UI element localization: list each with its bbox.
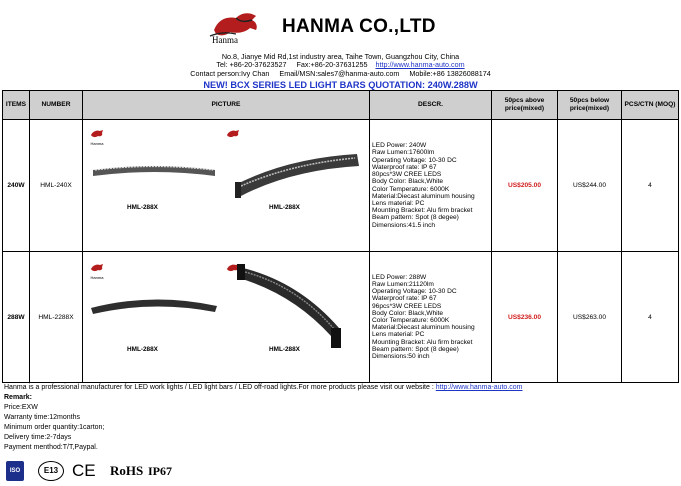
horse-icon <box>89 262 105 274</box>
iso-icon: ISO <box>6 461 24 481</box>
desc-line: Raw Lumen:21120lm <box>372 280 434 288</box>
desc-line: Operating Voltage: 10-30 DC <box>372 156 457 164</box>
company-intro <box>4 383 523 392</box>
light-bar-image <box>229 258 364 358</box>
price-below-cell: US$263.00 <box>558 252 622 383</box>
desc-line: Waterproof rate: IP 67 <box>372 295 437 303</box>
picture-cell <box>83 252 370 383</box>
number-cell: HML-2288X <box>30 252 83 383</box>
col-items: ITEMS <box>3 91 30 120</box>
col-price-below: 50pcs below price(mixed) <box>558 91 622 120</box>
desc-line: Material:Diecast aluminum housing <box>372 192 475 200</box>
delivery-time: Delivery time:2-7days <box>4 434 72 441</box>
desc-line: Beam pattern: Spot (8 degee) <box>372 214 459 222</box>
company-name: HANMA CO.,LTD <box>282 16 436 37</box>
desc-line: Body Color: Black,White <box>372 309 444 317</box>
ce-icon: CE <box>72 461 96 480</box>
mini-logo <box>89 262 105 280</box>
desc-line: Dimensions:50 inch <box>372 353 430 361</box>
payment-method: Payment menthod:T/T,Paypal. <box>4 444 98 451</box>
table-row <box>3 120 679 252</box>
desc-line: Color Temperature: 6000K <box>372 317 450 324</box>
mini-logo <box>89 128 105 146</box>
hanma-logo <box>206 6 268 48</box>
horse-icon <box>225 128 241 140</box>
contact-person: Contact person:Ivy Chan <box>190 69 270 78</box>
desc-line: Beam pattern: Spot (8 degee) <box>372 345 459 353</box>
company-address: No.8, Jianye Mid Rd,1st industry area, Taihe Town, Guangzhou City, China <box>221 52 460 61</box>
description-cell <box>370 120 492 252</box>
desc-line: Dimensions:41.5 inch <box>372 221 436 229</box>
desc-line: LED Power: 288W <box>372 273 427 281</box>
table-row <box>3 252 679 383</box>
moq-cell: 4 <box>622 252 679 383</box>
logo-text: Hanma <box>212 35 238 45</box>
desc-line: Lens material: PC <box>372 199 425 207</box>
mobile: Mobile:+86 13826088174 <box>409 69 491 78</box>
col-moq: PCS/CTN (MOQ) <box>622 91 679 120</box>
desc-line: Color Temperature: 6000K <box>372 185 450 193</box>
quotation-table <box>2 90 679 383</box>
min-order: Minimum order quantity:1carton; <box>4 424 105 431</box>
light-bar-image <box>89 148 219 184</box>
desc-line: Material:Diecast aluminum housing <box>372 324 475 332</box>
e13-icon: E13 <box>38 461 64 481</box>
mini-logo-text: Hanma <box>90 141 104 146</box>
tel: Tel: +86-20-37623527 <box>216 60 287 69</box>
warranty: Warranty time:12months <box>4 414 80 421</box>
desc-line: Body Color: Black,White <box>372 178 444 186</box>
desc-line: Operating Voltage: 10-30 DC <box>372 288 457 296</box>
mini-logo-text: Hanma <box>90 275 104 280</box>
bar-label-left: HML-288X <box>127 346 158 353</box>
col-number: NUMBER <box>30 91 83 120</box>
price-term: Price:EXW <box>4 404 38 411</box>
number-cell: HML-240X <box>30 120 83 252</box>
table-header-row <box>3 91 679 120</box>
ip67-icon: IP67 <box>148 464 172 478</box>
desc-line: Mounting Bracket: Alu firm bracket <box>372 207 473 215</box>
description-cell <box>370 252 492 383</box>
desc-line: Lens material: PC <box>372 331 425 339</box>
fax: Fax:+86-20-37631255 <box>296 60 368 69</box>
item-cell: 240W <box>3 120 30 252</box>
desc-line: LED Power: 240W <box>372 142 427 150</box>
quotation-title: NEW! BCX SERIES LED LIGHT BARS QUOTATION: 240W.288W <box>203 80 478 90</box>
email: Email/MSN:sales7@hanma-auto.com <box>279 69 400 78</box>
contact-line-1 <box>0 60 681 69</box>
col-price-above: 50pcs above price(mixed) <box>492 91 558 120</box>
col-picture: PICTURE <box>83 91 370 120</box>
website-link[interactable]: http://www.hanma-auto.com <box>375 60 465 69</box>
contact-line-2 <box>0 69 681 78</box>
desc-line: Raw Lumen:17600lm <box>372 149 435 157</box>
bar-label-right: HML-288X <box>269 346 300 353</box>
price-below-cell: US$244.00 <box>558 120 622 252</box>
intro-text: Hanma is a professional manufacturer for LED work lights / LED light bars / LED off-road lights.For more products please visit our website : <box>4 384 434 391</box>
item-cell: 288W <box>3 252 30 383</box>
remark-label: Remark: <box>4 394 33 401</box>
col-descr: DESCR. <box>370 91 492 120</box>
rohs-icon: RoHS <box>110 463 144 478</box>
price-above-cell: US$236.00 <box>492 252 558 383</box>
bar-label-right: HML-288X <box>269 204 300 211</box>
desc-line: Mounting Bracket: Alu firm bracket <box>372 338 473 346</box>
picture-cell <box>83 120 370 252</box>
mini-logo <box>225 128 241 140</box>
desc-line: 96pcs*3W CREE LEDS <box>372 302 442 310</box>
price-above-cell: US$205.00 <box>492 120 558 252</box>
bar-label-left: HML-288X <box>127 204 158 211</box>
moq-cell: 4 <box>622 120 679 252</box>
light-bar-image <box>229 148 364 208</box>
horse-icon <box>89 128 105 140</box>
website-link[interactable]: http://www.hanma-auto.com <box>435 384 523 391</box>
desc-line: 80pcs*3W CREE LEDS <box>372 171 442 179</box>
desc-line: Waterproof rate: IP 67 <box>372 163 437 171</box>
light-bar-image <box>87 288 222 318</box>
